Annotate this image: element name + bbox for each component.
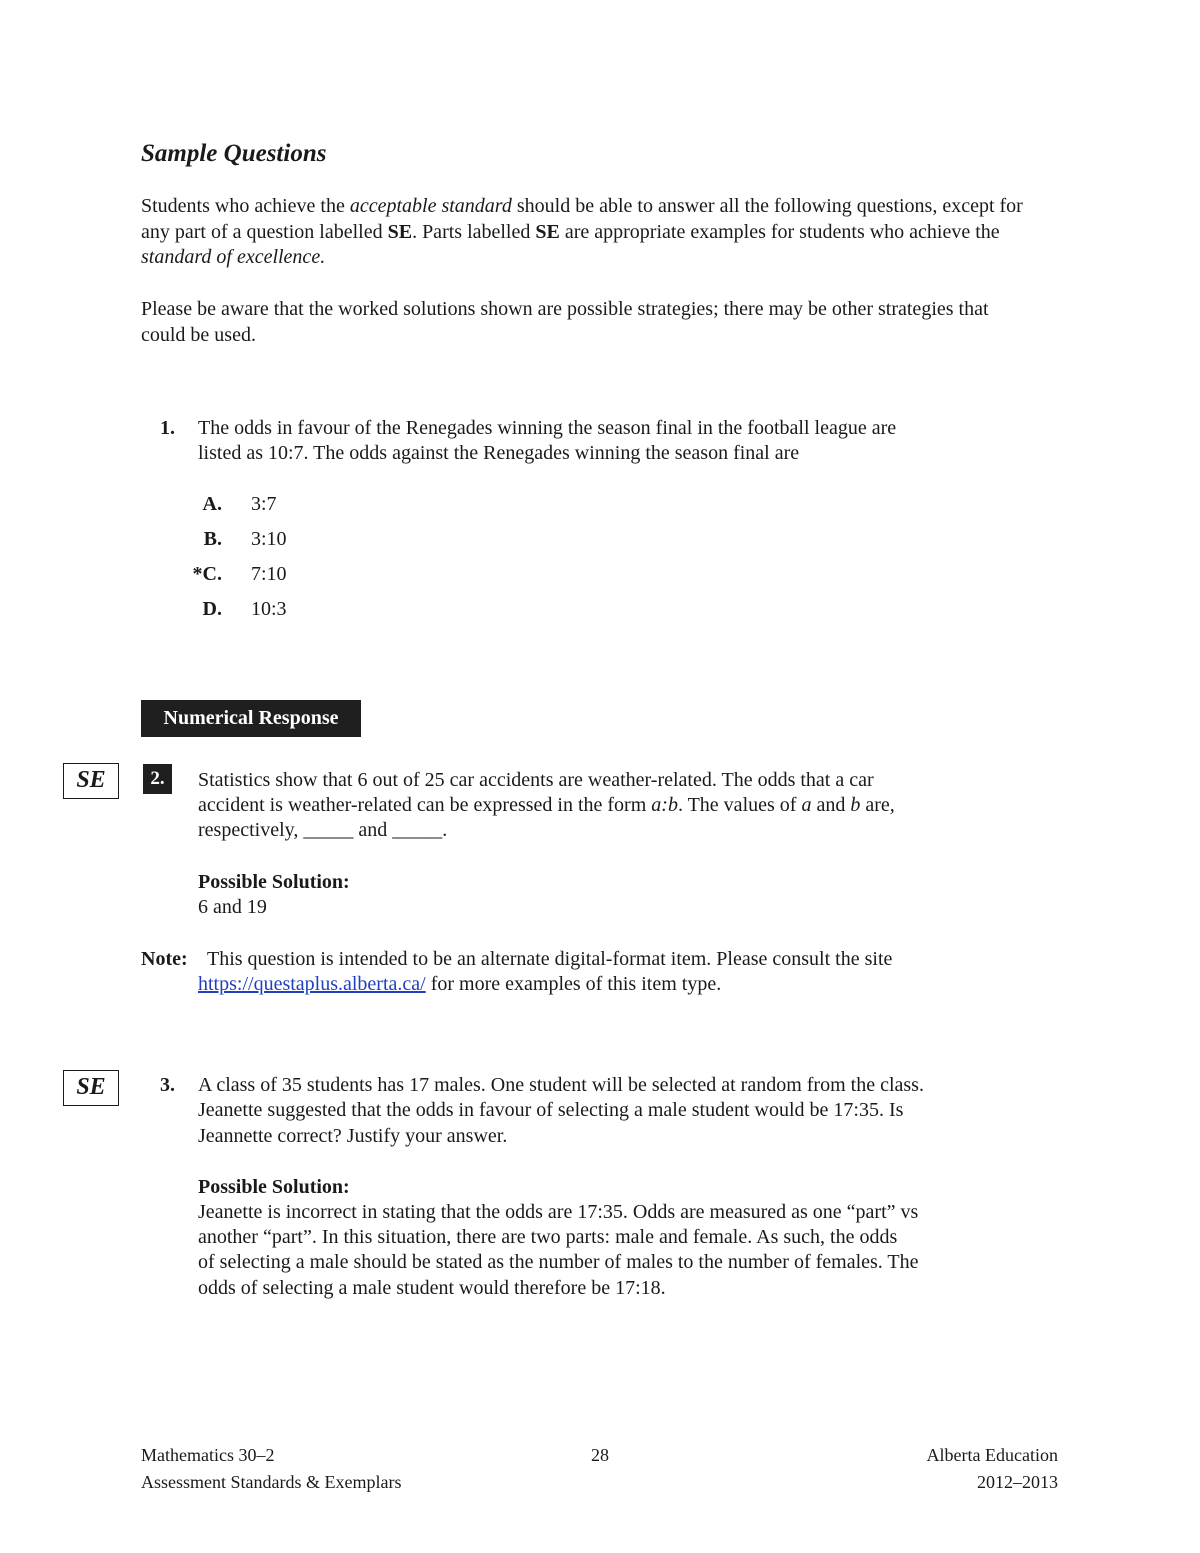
question-number: 3. <box>160 1074 175 1096</box>
question-3-line-3: Jeannette correct? Justify your answer. <box>198 1125 508 1147</box>
intro-text: should be able to answer all the following questions, except for any part of a question labelled <box>141 195 1023 243</box>
question-3-line-1: A class of 35 students has 17 males. One student will be selected at random from the class. <box>198 1074 924 1096</box>
footer-document-title: Assessment Standards & Exemplars <box>141 1472 402 1492</box>
footer-year: 2012–2013 <box>977 1472 1058 1492</box>
solution-line-2: another “part”. In this situation, there are two parts: male and female. As such, the odds <box>198 1226 898 1248</box>
option-label: B. <box>203 528 222 550</box>
note-line-2 <box>198 972 1058 998</box>
solution-label: Possible Solution: <box>198 1176 350 1198</box>
questaplus-link[interactable]: https://questaplus.alberta.ca/ <box>198 973 426 995</box>
ratio-form: a:b <box>651 794 678 816</box>
intro-paragraph <box>141 194 1041 271</box>
intro-acceptable-standard: acceptable standard <box>349 195 512 217</box>
question-text: . The values of <box>677 794 802 816</box>
note-text: for more examples of this item type. <box>425 973 722 995</box>
page-number: 28 <box>591 1445 609 1465</box>
solution-text: 6 and 19 <box>198 896 267 918</box>
note-label: Note: <box>141 948 188 970</box>
option-label: D. <box>202 598 222 620</box>
se-badge: SE <box>63 1070 119 1106</box>
se-badge: SE <box>63 763 119 799</box>
intro-note-paragraph: Please be aware that the worked solutions shown are possible strategies; there may be other strategies that could be used. <box>141 298 989 346</box>
footer-publisher: Alberta Education <box>926 1445 1058 1465</box>
intro-text: Students who achieve the <box>141 195 350 217</box>
variable-a: a <box>801 794 812 816</box>
solution-label: Possible Solution: <box>198 871 350 893</box>
question-1-line-2: listed as 10:7. The odds against the Renegades winning the season final are <box>198 442 800 464</box>
note-line-1: This question is intended to be an alternate digital-format item. Please consult the site <box>207 948 893 970</box>
solution-line-3: of selecting a male should be stated as the number of males to the number of females. The <box>198 1251 919 1273</box>
option-value: 7:10 <box>251 563 287 585</box>
option-label-correct: *C. <box>192 563 222 585</box>
intro-text: are appropriate examples for students who achieve the <box>559 220 1000 243</box>
question-text: are, <box>860 794 895 816</box>
question-text: and <box>811 794 851 816</box>
intro-se-label: SE <box>387 220 413 243</box>
question-number: 1. <box>160 417 175 439</box>
option-value: 3:7 <box>251 493 277 515</box>
question-number-box: 2. <box>143 764 172 794</box>
solution-line-1: Jeanette is incorrect in stating that the odds are 17:35. Odds are measured as one “part” vs <box>198 1201 919 1223</box>
intro-se-label: SE <box>535 220 560 243</box>
question-2-line-2 <box>198 793 1058 819</box>
question-1-line-1: The odds in favour of the Renegades winning the season final in the football league are <box>198 417 897 439</box>
solution-line-4: odds of selecting a male student would therefore be 17:18. <box>198 1277 666 1299</box>
numerical-response-badge: Numerical Response <box>141 700 361 737</box>
option-label: A. <box>202 493 222 515</box>
intro-text: . Parts labelled <box>412 220 536 243</box>
option-value: 3:10 <box>251 528 287 550</box>
question-text: accident is weather-related can be expressed in the form <box>198 794 652 816</box>
variable-b: b <box>850 794 861 816</box>
question-2-line-3: respectively, _____ and _____. <box>198 819 448 841</box>
footer-course: Mathematics 30–2 <box>141 1445 275 1465</box>
question-3-line-2: Jeanette suggested that the odds in favour of selecting a male student would be 17:35. Is <box>198 1099 904 1121</box>
question-2-line-1: Statistics show that 6 out of 25 car accidents are weather-related. The odds that a car <box>198 769 874 791</box>
page-heading: Sample Questions <box>141 140 327 167</box>
option-value: 10:3 <box>251 598 287 620</box>
intro-standard-excellence: standard of excellence. <box>141 246 326 268</box>
